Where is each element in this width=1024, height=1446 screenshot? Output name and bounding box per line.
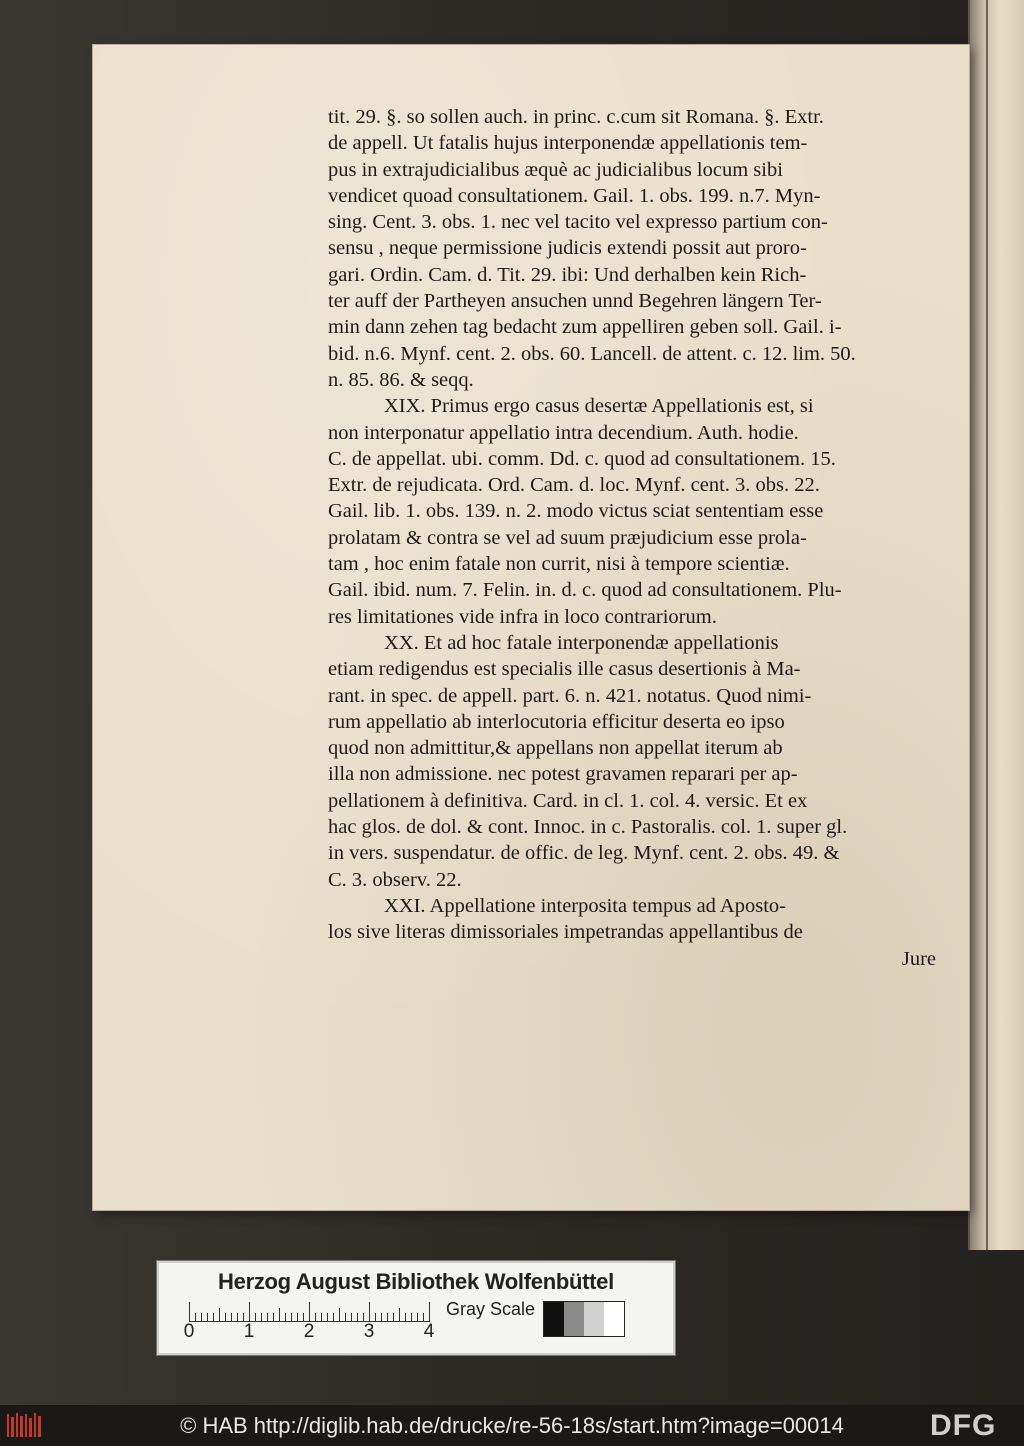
ruler-tick <box>405 1313 406 1322</box>
text-line: de appell. Ut fatalis hujus interponendæ appellationis tem- <box>328 132 808 155</box>
text-line: hac glos. de dol. & cont. Innoc. in c. Pastoralis. col. 1. super gl. <box>328 816 848 839</box>
text-line: Extr. de rejudicata. Ord. Cam. d. loc. Mynf. cent. 3. obs. 22. <box>328 474 820 497</box>
ruler-tick <box>279 1308 280 1322</box>
ruler-number: 4 <box>423 1321 435 1342</box>
ruler-number: 1 <box>243 1321 255 1342</box>
ruler-tick <box>345 1313 346 1322</box>
ruler-tick <box>261 1313 262 1322</box>
gray-patch <box>604 1302 624 1336</box>
ruler-tick <box>207 1313 208 1322</box>
text-line: res limitationes vide infra in loco contrariorum. <box>328 605 717 628</box>
ruler-tick <box>225 1313 226 1322</box>
footer-bar <box>0 1405 1024 1446</box>
ruler-tick <box>333 1313 334 1322</box>
ruler-tick <box>327 1313 328 1322</box>
color-target <box>157 1261 675 1355</box>
text-line: sing. Cent. 3. obs. 1. nec vel tacito vel expresso partium con- <box>328 211 828 234</box>
text-line: tam , hoc enim fatale non currit, nisi à tempore scientiæ. <box>328 553 790 576</box>
ruler-tick <box>231 1313 232 1322</box>
ruler-number: 3 <box>363 1321 375 1342</box>
ruler-tick <box>273 1313 274 1322</box>
text-line: rant. in spec. de appell. part. 6. n. 421. notatus. Quod nimi- <box>328 684 812 707</box>
ruler-tick <box>201 1313 202 1322</box>
gray-patch <box>564 1302 584 1336</box>
text-line: los sive literas dimissoriales impetrandas appellantibus de <box>328 921 803 944</box>
ruler-tick <box>369 1302 370 1322</box>
ruler-tick <box>237 1313 238 1322</box>
text-line: pellationem à definitiva. Card. in cl. 1. col. 4. versic. Et ex <box>328 789 808 812</box>
text-line: illa non admissione. nec potest gravamen reparari per ap- <box>328 763 798 786</box>
ruler-tick <box>411 1313 412 1322</box>
text-line: in vers. suspendatur. de offic. de leg. Mynf. cent. 2. obs. 49. & <box>328 842 840 865</box>
text-line: C. 3. observ. 22. <box>328 868 462 891</box>
ruler-number: 0 <box>183 1321 195 1342</box>
text-line: tit. 29. §. so sollen auch. in princ. c.cum sit Romana. §. Extr. <box>328 106 824 128</box>
text-line: XX. Et ad hoc fatale interponendæ appellationis <box>384 631 779 654</box>
spine-edge <box>986 0 988 1250</box>
measurement-ruler <box>189 1301 429 1323</box>
gray-scale-patches <box>543 1301 625 1337</box>
ruler-tick <box>417 1313 418 1322</box>
text-line: quod non admittitur,& appellans non appellat iterum ab <box>328 737 783 760</box>
ruler-tick <box>321 1313 322 1322</box>
text-line: n. 85. 86. & seqq. <box>328 368 474 391</box>
catchword: Jure <box>901 947 936 970</box>
page-text <box>328 104 940 972</box>
text-line: gari. Ordin. Cam. d. Tit. 29. ibi: Und derhalben kein Rich- <box>328 263 807 286</box>
ruler-tick <box>381 1313 382 1322</box>
text-line: non interponatur appellatio intra decendium. Auth. hodie. <box>328 421 799 444</box>
ruler-tick <box>351 1313 352 1322</box>
text-line: Gail. lib. 1. obs. 139. n. 2. modo victus sciat sententiam esse <box>328 500 824 523</box>
ruler-tick <box>387 1313 388 1322</box>
gray-scale-label: Gray Scale <box>446 1299 536 1319</box>
ruler-tick <box>339 1308 340 1322</box>
ruler-tick <box>429 1302 430 1322</box>
ruler-tick <box>285 1313 286 1322</box>
text-line: sensu , neque permissione judicis extendi possit aut proro- <box>328 237 807 260</box>
ruler-tick <box>297 1313 298 1322</box>
text-line: ter auff der Partheyen ansuchen unnd Begehren längern Ter- <box>328 290 822 313</box>
text-line: etiam redigendus est specialis ille casus desertionis à Ma- <box>328 658 801 681</box>
text-line: prolatam & contra se vel ad suum præjudicium esse prola- <box>328 526 807 549</box>
text-line: rum appellatio ab interlocutoria efficitur deserta eo ipso <box>328 710 785 733</box>
book-spine <box>968 0 1024 1250</box>
ruler-tick <box>309 1302 310 1322</box>
text-line: C. de appellat. ubi. comm. Dd. c. quod ad consultationem. 15. <box>328 447 836 470</box>
footer-url-text[interactable]: © HAB http://diglib.hab.de/drucke/re-56-18s/start.htm?image=00014 <box>180 1413 844 1438</box>
ruler-tick <box>399 1308 400 1322</box>
ruler-tick <box>219 1308 220 1322</box>
text-line: min dann zehen tag bedacht zum appelliren geben soll. Gail. i- <box>328 316 842 339</box>
library-name: Herzog August Bibliothek Wolfenbüttel <box>218 1269 614 1294</box>
ruler-tick <box>357 1313 358 1322</box>
ruler-tick <box>291 1313 292 1322</box>
gray-patch <box>544 1302 564 1336</box>
ruler-tick <box>189 1302 190 1322</box>
gray-patch <box>584 1302 604 1336</box>
ruler-tick <box>249 1302 250 1322</box>
text-line: vendicet quoad consultationem. Gail. 1. obs. 199. n.7. Myn- <box>328 184 821 207</box>
ruler-tick <box>213 1313 214 1322</box>
ruler-tick <box>393 1313 394 1322</box>
text-line: Gail. ibid. num. 7. Felin. in. d. c. quod ad consultationem. Plu- <box>328 579 842 602</box>
ruler-tick <box>267 1313 268 1322</box>
text-line: XXI. Appellatione interposita tempus ad Aposto- <box>384 894 786 917</box>
text-line: XIX. Primus ergo casus desertæ Appellationis est, si <box>384 395 814 418</box>
text-line: pus in extrajudicialibus æquè ac judicialibus locum sibi <box>328 158 783 181</box>
ruler-number: 2 <box>303 1321 315 1342</box>
dfg-logo: DFG <box>930 1409 997 1442</box>
text-line: bid. n.6. Mynf. cent. 2. obs. 60. Lancell. de attent. c. 12. lim. 50. <box>328 342 856 365</box>
